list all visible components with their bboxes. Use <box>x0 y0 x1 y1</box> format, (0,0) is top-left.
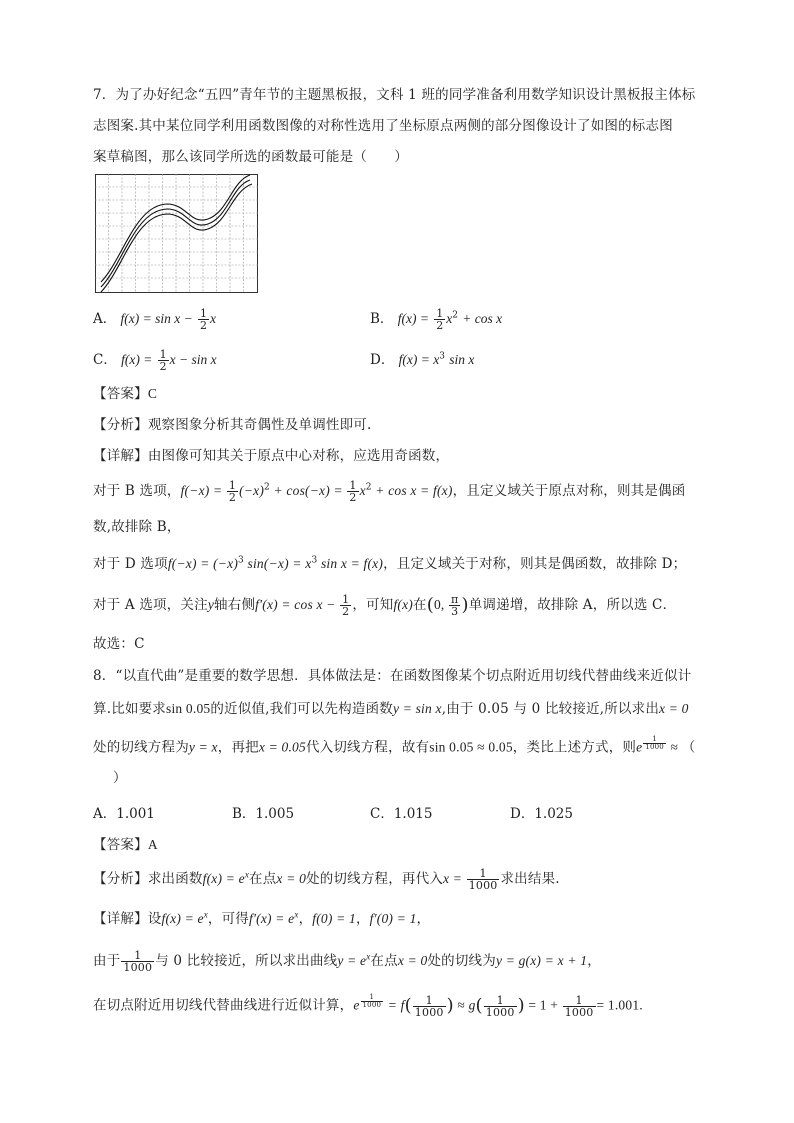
q7-b-analysis-line-2: 数,故排除 B， <box>93 519 181 535</box>
q8-stem-line-1: 8．“以直代曲”是重要的数学思想．具体做法是：在函数图像某个切点附近用切线代替曲线来近似计 <box>93 668 692 684</box>
q8-option-d: D．1.025 <box>510 806 573 822</box>
q8-stem-line-2: 算.比如要求sin 0.05的近似值,我们可以先构造函数y = sin x,由于 0.05 与 0 比较接近,所以求出x = 0 <box>93 701 689 717</box>
fraction-one-half: $\frac{1}{2}$ <box>159 348 167 373</box>
q7-detail: 【详解】由图像可知其关于原点中心对称，应选用奇函数， <box>93 448 450 464</box>
q7-conclusion: 故选：C <box>93 636 145 652</box>
q7-answer: 【答案】C <box>93 386 158 402</box>
q7-option-d: D． $f(x) = x^3$ sin x <box>370 351 475 368</box>
q8-since: 由于 $\frac{1}{1000}$ 与 0 比较接近，所以求出曲线$y = e^x$在点x = 0处的切线为y = g(x) = x + 1， <box>93 949 601 974</box>
q8-answer: 【答案】A <box>93 837 158 853</box>
fraction-one-half: $\frac{1}{2}$ <box>200 307 208 332</box>
q7-analysis: 【分析】观察图象分析其奇偶性及单调性即可. <box>93 417 372 433</box>
q7-a-analysis: 对于 A 选项，关注y轴右侧f′(x) = cos x − $\frac{1}{2}$ ，可知f(x)在(0, $\frac{\pi}{3}$ )单调递增，故排除 A，所以选 C． <box>93 593 677 618</box>
q7-stem-line-3: 案草稿图，那么该同学所选的函数最可能是（ ） <box>93 149 409 165</box>
fraction-one-half: $\frac{1}{2}$ <box>436 307 444 332</box>
q8-option-b: B．1.005 <box>232 806 295 822</box>
q8-analysis: 【分析】求出函数$f(x) = e^x$在点x = 0处的切线方程，再代入x = $\frac{1}{1000}$ 求出结果. <box>93 867 560 892</box>
q8-option-a: A．1.001 <box>93 806 155 822</box>
q7-b-analysis: 对于 B 选项，f(−x) = $\frac{1}{2}$ $(-x)^2 + \cos(-x)$ = $\frac{1}{2}$ $x^2 + \cos x = f(x)$，且定义域关于原点对称，则其是偶函 <box>93 479 686 504</box>
q7-d-analysis: 对于 D 选项$f(-x) = (-x)^3$ $\sin(-x) = x^3$ sin x = f(x)，且定义域关于对称，则其是偶函数，故排除 D； <box>93 555 687 572</box>
q7-option-c: C． f(x) = $\frac{1}{2}$ x − sin x <box>93 348 217 373</box>
q8-final-calc: 在切点附近用切线代替曲线进行近似计算，e $^{\frac{1}{1000}}$ = f( $\frac{1}{1000}$ ) ≈ g( $\frac{1}{1000}$ ) = 1 + $\frac{1}{1000}$ = 1.001. <box>93 993 643 1019</box>
q7-option-b: B． f(x) = $\frac{1}{2}$ $x^2 + \cos x$ <box>370 307 503 332</box>
q8-stem-line-3: 处的切线方程为y = x，再把x = 0.05代入切线方程，故有sin 0.05 ≈ 0.05，类比上述方式，则e $^{\frac{1}{1000}}$ ≈ （ <box>93 735 696 756</box>
function-graph-figure <box>95 174 258 293</box>
q7-stem-line-2: 志图案.其中某位同学利用函数图像的对称性选用了坐标原点两侧的部分图像设计了如图的标志图 <box>93 118 673 134</box>
q7-option-a: A． f(x) = sin x − $\frac{1}{2}$ x <box>93 307 217 332</box>
q7-stem-line-1: 7．为了办好纪念“五四”青年节的主题黑板报，文科 1 班的同学准备利用数学知识设计黑板报主体标 <box>93 87 696 103</box>
q8-option-c: C．1.015 <box>370 806 433 822</box>
q8-stem-line-4: ） <box>113 770 127 786</box>
q8-detail: 【详解】设$f(x) = e^x$，可得$f'(x) = e^x$，f(0) = 1，f′(0) = 1， <box>93 909 431 927</box>
